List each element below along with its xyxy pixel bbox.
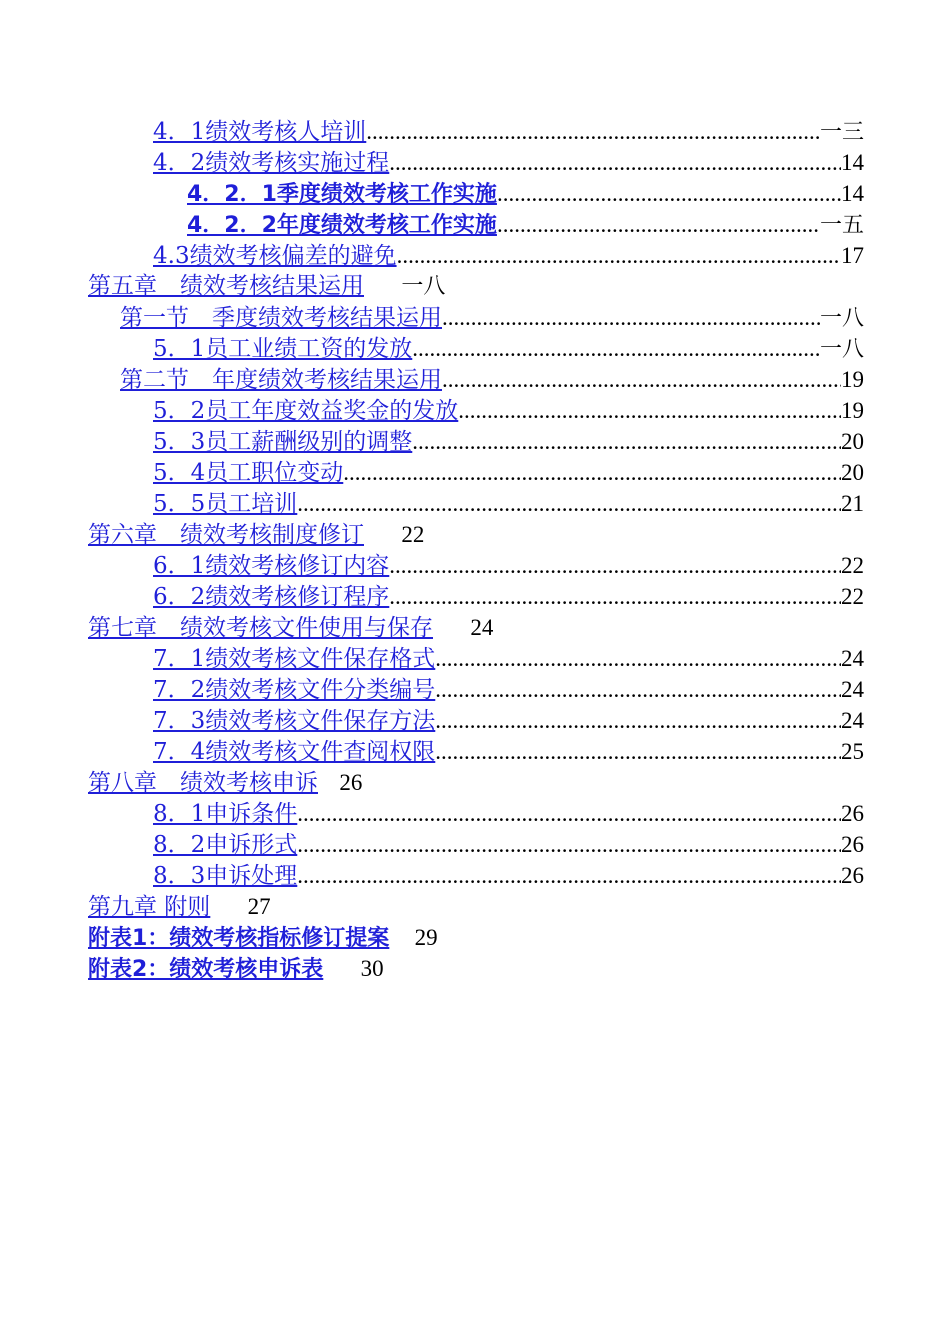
- toc-page-number: 20: [841, 460, 864, 485]
- toc-entry-title[interactable]: 4.3绩效考核偏差的避免: [153, 243, 397, 269]
- toc-entry-title[interactable]: 7．2绩效考核文件分类编号: [153, 677, 436, 703]
- toc-entry-title[interactable]: 附表1：绩效考核指标修订提案: [88, 926, 390, 951]
- dot-leader: [435, 705, 841, 736]
- dot-leader: [297, 488, 841, 519]
- toc-page-number: 27: [247, 894, 271, 919]
- toc-section-5-2[interactable]: [0, 364, 950, 395]
- dot-leader: [435, 674, 841, 705]
- toc-entry-5-5[interactable]: [0, 488, 950, 519]
- toc-entry-8-3[interactable]: [0, 860, 950, 891]
- toc-entry-title[interactable]: 8．3申诉处理: [153, 863, 298, 889]
- dot-leader: [366, 116, 820, 147]
- dot-leader: [343, 457, 841, 488]
- toc-entry-4-1[interactable]: [0, 116, 950, 147]
- toc-entry-7-1[interactable]: [0, 643, 950, 674]
- toc-entry-title[interactable]: 8．1申诉条件: [153, 801, 298, 827]
- toc-page-number: 一八: [401, 274, 446, 299]
- toc-chapter-6[interactable]: [0, 519, 950, 550]
- dot-leader: [389, 581, 841, 612]
- toc-entry-title[interactable]: 4．2．2年度绩效考核工作实施: [187, 213, 497, 238]
- toc-page-number: 22: [841, 584, 864, 609]
- toc-entry-title[interactable]: 4．1绩效考核人培训: [153, 119, 367, 145]
- toc-page-number: 22: [401, 522, 425, 547]
- dot-leader: [442, 302, 820, 333]
- toc-entry-4-2-2[interactable]: [0, 209, 950, 240]
- toc-entry-title[interactable]: 第一节 季度绩效考核结果运用: [120, 305, 442, 331]
- toc-entry-title[interactable]: 7．4绩效考核文件查阅权限: [153, 739, 436, 765]
- toc-page-number: 29: [414, 925, 438, 950]
- toc-entry-title[interactable]: 5．1员工业绩工资的发放: [153, 336, 413, 362]
- toc-page-number: 14: [841, 181, 864, 206]
- dot-leader: [497, 178, 841, 209]
- toc-page-number: 26: [841, 863, 864, 888]
- toc-entry-title[interactable]: 8．2申诉形式: [153, 832, 298, 858]
- toc-entry-title[interactable]: 5．5员工培训: [153, 491, 298, 517]
- toc-entry-6-1[interactable]: [0, 550, 950, 581]
- toc-entry-8-1[interactable]: [0, 798, 950, 829]
- toc-page-number: 30: [360, 956, 384, 981]
- toc-page-number: 26: [841, 801, 864, 826]
- dot-leader: [389, 147, 841, 178]
- toc-entry-5-1[interactable]: [0, 333, 950, 364]
- toc-page-number: 24: [841, 646, 864, 671]
- toc-entry-title[interactable]: 第二节 年度绩效考核结果运用: [120, 367, 442, 393]
- toc-entry-8-2[interactable]: [0, 829, 950, 860]
- dot-leader: [397, 240, 841, 271]
- toc-page-number: 24: [841, 708, 864, 733]
- dot-leader: [389, 550, 841, 581]
- toc-entry-title[interactable]: 6．2绩效考核修订程序: [153, 584, 390, 610]
- toc-chapter-5[interactable]: [0, 271, 950, 302]
- toc-entry-4-3[interactable]: [0, 240, 950, 271]
- toc-entry-title[interactable]: 4．2．1季度绩效考核工作实施: [187, 182, 497, 207]
- toc-chapter-7[interactable]: [0, 612, 950, 643]
- toc-chapter-9[interactable]: [0, 891, 950, 922]
- toc-entry-title[interactable]: 5．3员工薪酬级别的调整: [153, 429, 413, 455]
- toc-entry-7-3[interactable]: [0, 705, 950, 736]
- toc-page-number: 一三: [819, 120, 864, 145]
- toc-entry-6-2[interactable]: [0, 581, 950, 612]
- toc-entry-title[interactable]: 4．2绩效考核实施过程: [153, 150, 390, 176]
- dot-leader: [412, 426, 841, 457]
- toc-entry-title[interactable]: 7．1绩效考核文件保存格式: [153, 646, 436, 672]
- toc-entry-4-2[interactable]: [0, 147, 950, 178]
- toc-entry-title[interactable]: 5．4员工职位变动: [153, 460, 344, 486]
- toc-entry-5-2[interactable]: [0, 395, 950, 426]
- table-of-contents: [0, 116, 950, 984]
- toc-page-number: 14: [841, 150, 864, 175]
- toc-entry-5-4[interactable]: [0, 457, 950, 488]
- dot-leader: [412, 333, 820, 364]
- dot-leader: [497, 209, 820, 240]
- toc-entry-title[interactable]: 7．3绩效考核文件保存方法: [153, 708, 436, 734]
- toc-entry-4-2-1[interactable]: [0, 178, 950, 209]
- toc-section-5-1[interactable]: [0, 302, 950, 333]
- dot-leader: [435, 736, 841, 767]
- toc-appendix-2[interactable]: [0, 953, 950, 984]
- toc-page-number: 24: [470, 615, 494, 640]
- toc-entry-title[interactable]: 第五章 绩效考核结果运用: [88, 273, 364, 299]
- dot-leader: [297, 829, 841, 860]
- toc-page-number: 21: [841, 491, 864, 516]
- dot-leader: [458, 395, 841, 426]
- dot-leader: [297, 860, 841, 891]
- toc-entry-7-2[interactable]: [0, 674, 950, 705]
- toc-page-number: 22: [841, 553, 864, 578]
- toc-entry-title[interactable]: 5．2员工年度效益奖金的发放: [153, 398, 459, 424]
- toc-entry-title[interactable]: 6．1绩效考核修订内容: [153, 553, 390, 579]
- toc-entry-title[interactable]: 第七章 绩效考核文件使用与保存: [88, 615, 433, 641]
- dot-leader: [435, 643, 841, 674]
- toc-page-number: 17: [841, 243, 864, 268]
- toc-entry-7-4[interactable]: [0, 736, 950, 767]
- toc-chapter-8[interactable]: [0, 767, 950, 798]
- toc-entry-title[interactable]: 附表2：绩效考核申诉表: [88, 957, 324, 982]
- toc-entry-5-3[interactable]: [0, 426, 950, 457]
- toc-page-number: 一八: [819, 306, 864, 331]
- toc-page-number: 26: [339, 770, 363, 795]
- toc-page-number: 19: [841, 367, 864, 392]
- toc-entry-title[interactable]: 第九章 附则: [88, 894, 211, 920]
- toc-page-number: 25: [841, 739, 864, 764]
- toc-page-number: 一八: [819, 337, 864, 362]
- toc-appendix-1[interactable]: [0, 922, 950, 953]
- toc-page-number: 26: [841, 832, 864, 857]
- toc-page-number: 一五: [819, 213, 864, 238]
- toc-entry-title[interactable]: 第八章 绩效考核申诉: [88, 770, 318, 796]
- toc-page-number: 20: [841, 429, 864, 454]
- toc-page-number: 19: [841, 398, 864, 423]
- toc-page-number: 24: [841, 677, 864, 702]
- dot-leader: [442, 364, 841, 395]
- dot-leader: [297, 798, 841, 829]
- toc-entry-title[interactable]: 第六章 绩效考核制度修订: [88, 522, 364, 548]
